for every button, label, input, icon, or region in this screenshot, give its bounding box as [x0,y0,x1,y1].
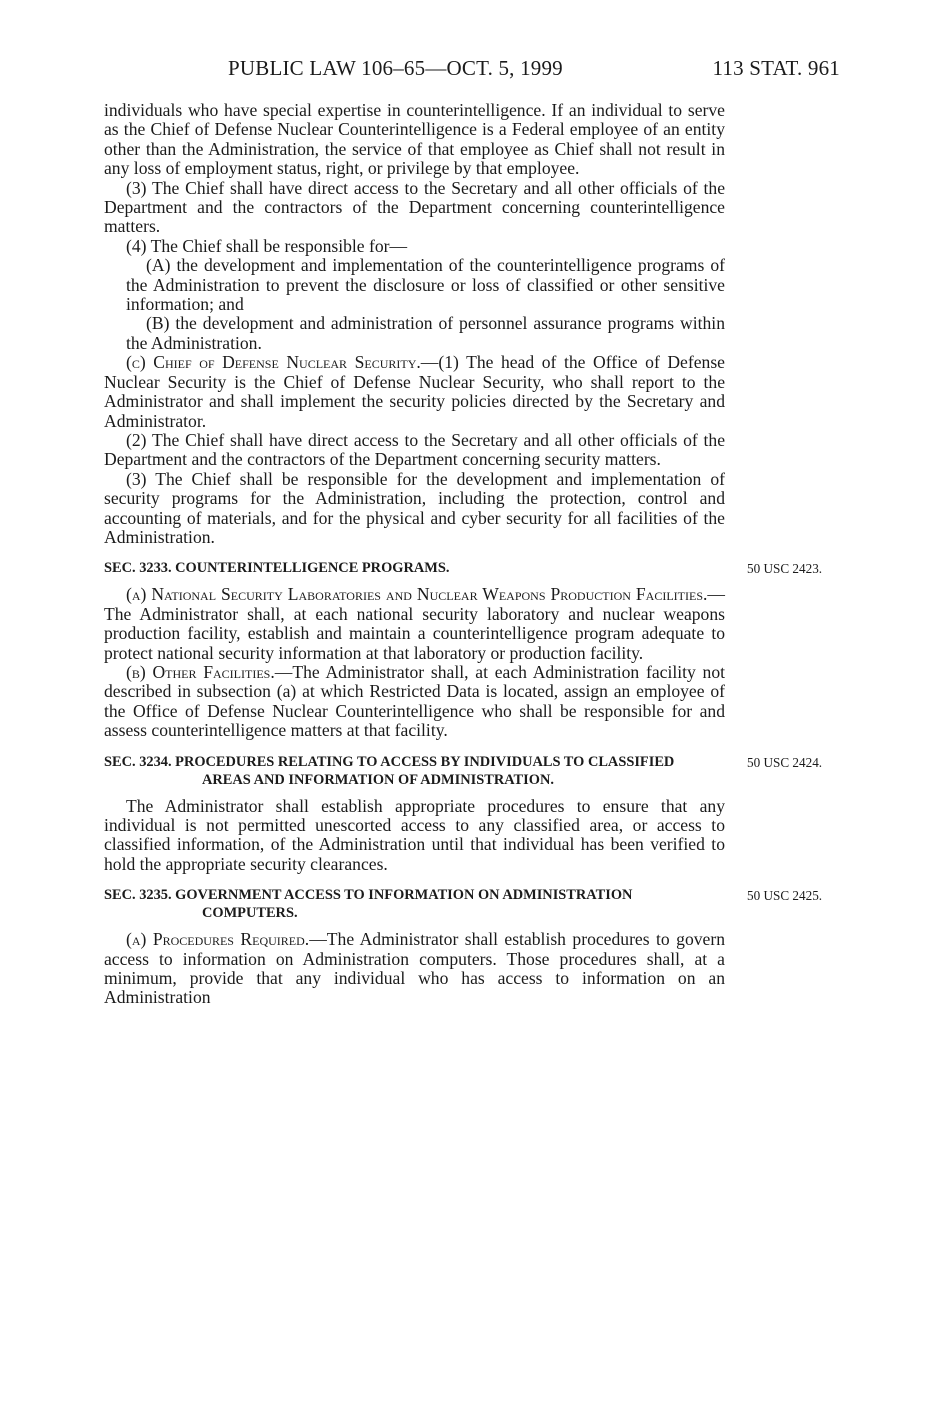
subsection-text: —The Administrator shall, at each national security laboratory and nuclear weapons production facility, establish and maintain a counterintelligence program adequate to protect national security information at that laboratory or production facility. [104,584,725,663]
section-title: SEC. 3234. PROCEDURES RELATING TO ACCESS BY INDIVIDUALS TO CLASSIFIED AREAS AND INFORMATION OF ADMINISTRATION. [104,753,675,788]
header-title: PUBLIC LAW 106–65—OCT. 5, 1999 [228,56,563,80]
paragraph: (B) the development and administration of personnel assurance programs within the Administration. [126,313,725,353]
usc-citation: 50 USC 2424. [747,754,823,770]
subsection-heading: (b) Other Facilities. [126,661,275,682]
paragraph: individuals who have special expertise in counterintelligence. If an individual to serve as the Chief of Defense Nuclear Counterintelligence is a Federal employee of an entity other than the Administration, the service of that employee as Chief shall not result in any loss of employment status, right, or privilege by that employee. [104,100,725,179]
paragraph [104,930,725,1008]
section-heading-3234 [104,753,823,789]
paragraph: (3) The Chief shall be responsible for the development and implementation of security programs for the Administration, including the protection, control and accounting of materials, and for the physical and cyber security for all facilities of the Administration. [104,468,725,547]
paragraph: (3) The Chief shall have direct access to the Secretary and all other officials of the Department and the contractors of the Department concerning counterintelligence matters. [104,177,725,237]
section-title: SEC. 3235. GOVERNMENT ACCESS TO INFORMATION ON ADMINISTRATION COMPUTERS. [104,887,633,922]
running-header [228,56,840,86]
paragraph [104,353,725,431]
paragraph [104,585,725,663]
paragraph: (4) The Chief shall be responsible for— [126,235,408,256]
paragraph: (2) The Chief shall have direct access to the Secretary and all other officials of the Department and the contractors of the Department concerning security matters. [104,429,725,470]
page-body [104,100,823,1008]
subsection-heading: (a) National Security Laboratories and Nuclear Weapons Production Facilities. [126,584,708,605]
usc-citation: 50 USC 2423. [747,561,823,577]
section-title: SEC. 3233. COUNTERINTELLIGENCE PROGRAMS. [104,560,450,577]
paragraph [104,663,725,741]
section-heading-3233 [104,559,823,577]
usc-citation: 50 USC 2425. [747,888,823,904]
subsection-text: —(1) The head of the Office of Defense Nuclear Security is the Chief of Defense Nuclear Security, who shall report to the Administrator and shall implement the security policies directed by the Secretary and Administrator. [104,352,725,431]
subsection-text: —The Administrator shall, at each Administration facility not described in subsection (a) at which Restricted Data is located, assign an employee of the Office of Defense Nuclear Counterintelligence who shall be responsible for and assess counterintelligence matters at that facility. [104,661,726,741]
subsection-heading: (c) Chief of Defense Nuclear Security. [126,352,421,373]
subsection-heading: (a) Procedures Required. [126,929,310,950]
section-heading-3235 [104,886,823,922]
header-page-ref: 113 STAT. 961 [712,56,840,80]
subsection-text: —The Administrator shall establish procedures to govern access to information on Administration computers. Those procedures shall, at a minimum, provide that any individual who has access to information on an Administration [104,929,726,1008]
paragraph: (A) the development and implementation of the counterintelligence programs of the Administration to prevent the disclosure or loss of classified or other sensitive information; and [126,255,725,315]
paragraph: The Administrator shall establish appropriate procedures to ensure that any individual is not permitted unescorted access to any classified area, or access to classified information, of the Administration until that individual has been verified to hold the appropriate security clearances. [104,795,725,874]
